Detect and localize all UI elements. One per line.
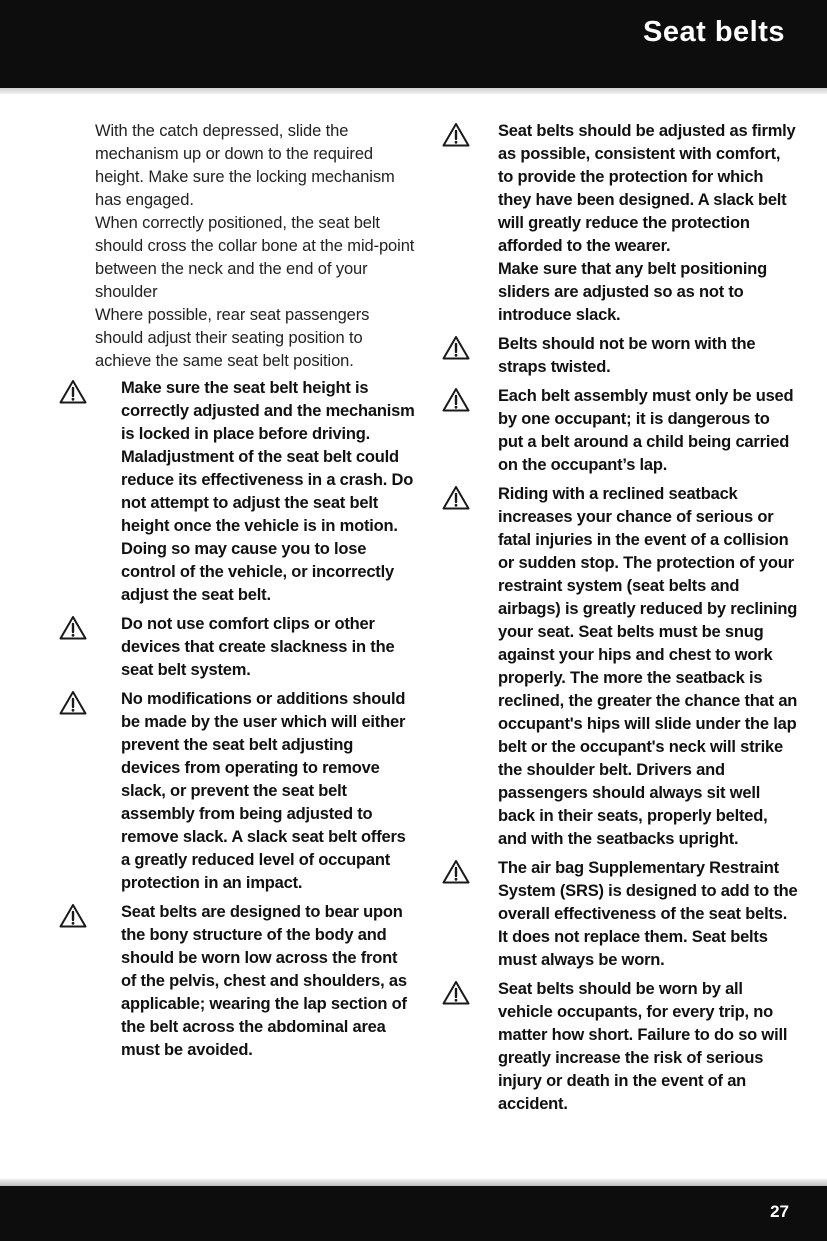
warning-text: Riding with a reclined seatback increases your chance of serious or fatal injuries in the event of a collision or sudden stop. The protection of your restraint system (seat belts and airbags) is greatly reduced by reclining your seat. Seat belts must be snug against your hips and chest to work properly. The more the seatback is reclined, the greater the chance that an occupant's hips will slide under the lap belt or the occupant's neck will strike the shoulder belt. Drivers and passengers should always sit well back in their seats, properly belted, and with the seatbacks upright. <box>498 485 798 848</box>
intro-paragraph: With the catch depressed, slide the mechanism up or down to the required height. Make sure the locking mechanism has engaged. <box>95 122 395 209</box>
warning-triangle-icon <box>59 903 87 929</box>
warning-text: No modifications or additions should be made by the user which will either prevent the seat belt adjusting devices from operating to remove slack, or prevent the seat belt assembly from being adjusted to remove slack. A slack seat belt offers a greatly reduced level of occupant protection in an impact. <box>121 690 406 892</box>
warning-block <box>498 120 798 327</box>
warning-text: Make sure that any belt positioning sliders are adjusted so as not to introduce slack. <box>498 260 767 324</box>
warning-block <box>121 688 415 895</box>
intro-paragraph: Where possible, rear seat passengers should adjust their seating position to achieve the same seat belt position. <box>95 306 370 370</box>
page-header <box>0 0 827 88</box>
warning-block <box>121 613 415 682</box>
warning-block <box>121 901 415 1062</box>
header-rule <box>0 88 827 94</box>
page-footer <box>0 1186 827 1241</box>
warning-triangle-icon <box>442 485 470 511</box>
warning-block <box>498 857 798 972</box>
warning-triangle-icon <box>442 335 470 361</box>
warning-text: The air bag Supplementary Restraint System (SRS) is designed to add to the overall effectiveness of the seat belts. It does not replace them. Seat belts must always be worn. <box>498 859 798 969</box>
warning-block <box>498 333 798 379</box>
warning-triangle-icon <box>59 690 87 716</box>
warning-text: Seat belts should be adjusted as firmly as possible, consistent with comfort, to provide the protection for which they have been designed. A slack belt will greatly reduce the protection afforded to the wearer. <box>498 122 796 255</box>
warning-triangle-icon <box>59 379 87 405</box>
warning-triangle-icon <box>442 859 470 885</box>
page-title: Seat belts <box>643 16 785 48</box>
warning-text: Do not use comfort clips or other devices that create slackness in the seat belt system. <box>121 615 395 679</box>
intro-paragraph: When correctly positioned, the seat belt should cross the collar bone at the mid-point between the neck and the end of your shoulder <box>95 214 415 301</box>
warning-block <box>498 483 798 851</box>
warning-triangle-icon <box>442 387 470 413</box>
right-column <box>498 120 798 1116</box>
warning-block <box>121 377 415 607</box>
warning-text: Each belt assembly must only be used by one occupant; it is dangerous to put a belt around a child being carried on the occupant’s lap. <box>498 387 794 474</box>
warning-triangle-icon <box>442 980 470 1006</box>
warning-text: Make sure the seat belt height is correctly adjusted and the mechanism is locked in place before driving. Maladjustment of the seat belt could reduce its effectiveness in a crash. Do not attempt to adjust the seat belt height once the vehicle is in motion. Doing so may cause you to lose control of the vehicle, or incorrectly adjust the seat belt. <box>121 379 415 604</box>
page-number: 27 <box>770 1202 789 1221</box>
footer-rule <box>0 1179 827 1186</box>
warning-block <box>498 978 798 1116</box>
warning-text: Seat belts are designed to bear upon the bony structure of the body and should be worn low across the front of the pelvis, chest and shoulders, as applicable; wearing the lap section of the belt across the abdominal area must be avoided. <box>121 903 407 1059</box>
warning-block <box>498 385 798 477</box>
warning-triangle-icon <box>59 615 87 641</box>
warning-text: Belts should not be worn with the straps twisted. <box>498 335 756 376</box>
left-column <box>95 120 415 1062</box>
warning-text: Seat belts should be worn by all vehicle occupants, for every trip, no matter how short. Failure to do so will greatly increase the risk of serious injury or death in the event of an accident. <box>498 980 788 1113</box>
warning-triangle-icon <box>442 122 470 148</box>
